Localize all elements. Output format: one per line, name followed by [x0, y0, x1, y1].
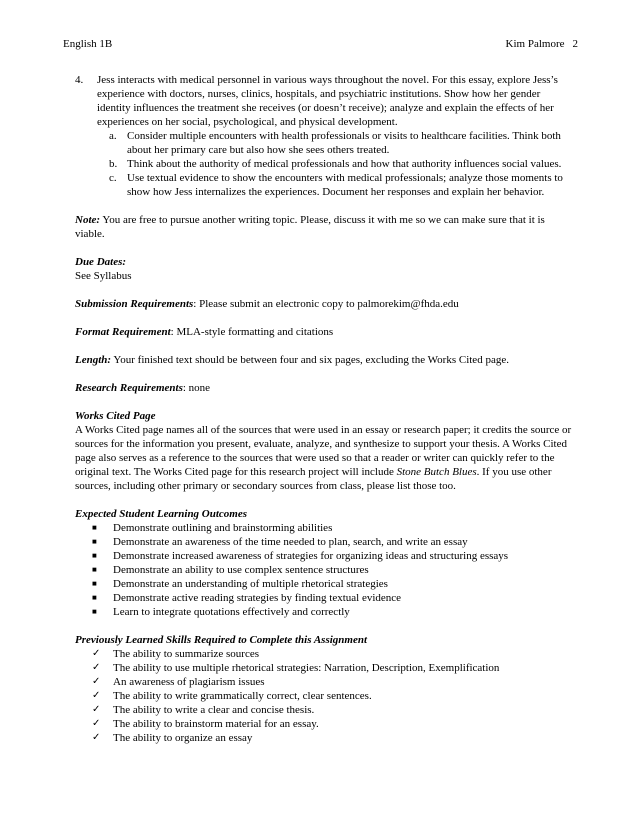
outcomes-heading: Expected Student Learning Outcomes	[75, 508, 248, 520]
document-body	[75, 73, 575, 745]
skills-heading: Previously Learned Skills Required to Complete this Assignment	[75, 634, 368, 646]
format-label: Format Requirement	[75, 326, 171, 338]
subitem-label: b.	[109, 158, 118, 170]
prompt-subitem-c	[75, 171, 575, 199]
works-cited-text-2: . If you use other sources, including other primary or secondary sources from class, please list those too.	[75, 466, 552, 492]
outcome-text: Demonstrate increased awareness of strategies for organizing ideas and structuring essays	[113, 550, 509, 562]
submission-text: : Please submit an electronic copy to palmorekim@fhda.edu	[193, 298, 459, 310]
research-requirements	[75, 381, 575, 395]
skill-item	[75, 717, 575, 731]
checkmark-icon: ✓	[92, 662, 101, 673]
outcome-item	[75, 549, 575, 563]
square-bullet-icon: ■	[92, 579, 97, 588]
submission-label: Submission Requirements	[75, 298, 194, 310]
skill-item	[75, 731, 575, 745]
note-text: You are free to pursue another writing topic. Please, discuss it with me so we can make sure that it is viable.	[75, 214, 545, 240]
checkmark-icon: ✓	[92, 704, 101, 715]
length-requirement	[75, 353, 575, 367]
outcome-item	[75, 577, 575, 591]
subitem-text: Use textual evidence to show the encounters with medical professionals; analyze those moments to show how Jess internalizes the experiences. Document her responses and explain her behavior.	[127, 172, 563, 198]
due-dates-heading: Due Dates:	[75, 256, 127, 268]
subitem-text: Think about the authority of medical professionals and how that authority influences social values.	[127, 158, 562, 170]
format-requirement	[75, 325, 575, 339]
skill-text: The ability to organize an essay	[113, 732, 253, 744]
skill-item	[75, 647, 575, 661]
checkmark-icon: ✓	[92, 648, 101, 659]
page-header	[63, 38, 578, 52]
outcome-item	[75, 605, 575, 619]
skill-text: The ability to write grammatically correct, clear sentences.	[113, 690, 372, 702]
skill-item	[75, 661, 575, 675]
skill-item	[75, 703, 575, 717]
course-title: English 1B	[63, 38, 113, 50]
research-text: : none	[182, 382, 211, 394]
note-label: Note:	[75, 214, 101, 226]
square-bullet-icon: ■	[92, 551, 97, 560]
skill-text: The ability to write a clear and concise thesis.	[113, 704, 315, 716]
square-bullet-icon: ■	[92, 593, 97, 602]
note-paragraph	[75, 213, 575, 241]
outcome-text: Learn to integrate quotations effectively and correctly	[113, 606, 350, 618]
subitem-label: c.	[109, 172, 117, 184]
format-text: : MLA-style formatting and citations	[170, 326, 334, 338]
due-dates-text: See Syllabus	[75, 270, 132, 282]
outcome-text: Demonstrate active reading strategies by finding textual evidence	[113, 592, 402, 604]
length-text: Your finished text should be between four and six pages, excluding the Works Cited page.	[111, 354, 509, 366]
checkmark-icon: ✓	[92, 732, 101, 743]
submission-requirements	[75, 297, 575, 311]
skill-text: The ability to use multiple rhetorical strategies: Narration, Description, Exemplification	[113, 662, 500, 674]
length-label: Length:	[75, 354, 112, 366]
prompt-subitem-a	[75, 129, 575, 157]
outcome-item	[75, 563, 575, 577]
works-cited-heading: Works Cited Page	[75, 410, 156, 422]
outcome-item	[75, 535, 575, 549]
square-bullet-icon: ■	[92, 523, 97, 532]
subitem-text: Consider multiple encounters with health professionals or visits to healthcare facilities. Think both about her primary care but also how she sees others treated.	[127, 130, 561, 156]
square-bullet-icon: ■	[92, 565, 97, 574]
page-number: 2	[572, 38, 578, 50]
outcome-text: Demonstrate outlining and brainstorming abilities	[113, 522, 333, 534]
skill-text: The ability to summarize sources	[113, 648, 260, 660]
skill-text: An awareness of plagiarism issues	[113, 676, 265, 688]
works-cited-text-1: A Works Cited page names all of the sources that were used in an essay or research paper; it credits the source or sources for the information you present, evaluate, analyze, and synthesize to support your thesis. A Works Cited page also serves as a reference to the sources that were used so that a reader or writer can quickly refer to the original text. The Works Cited page for this research project will include	[75, 424, 572, 478]
skill-item	[75, 675, 575, 689]
novel-title: Stone Butch Blues	[396, 466, 477, 478]
checkmark-icon: ✓	[92, 676, 101, 687]
author-name: Kim Palmore	[505, 38, 565, 50]
outcome-text: Demonstrate an ability to use complex sentence structures	[113, 564, 369, 576]
square-bullet-icon: ■	[92, 537, 97, 546]
outcome-item	[75, 521, 575, 535]
square-bullet-icon: ■	[92, 607, 97, 616]
skill-item	[75, 689, 575, 703]
prompt-number: 4.	[75, 74, 84, 86]
checkmark-icon: ✓	[92, 690, 101, 701]
outcome-text: Demonstrate an awareness of the time needed to plan, search, and write an essay	[113, 536, 468, 548]
essay-prompt-4	[75, 73, 575, 129]
subitem-label: a.	[109, 130, 117, 142]
skill-text: The ability to brainstorm material for an essay.	[113, 718, 319, 730]
prompt-subitem-b	[75, 157, 575, 171]
outcome-text: Demonstrate an understanding of multiple rhetorical strategies	[113, 578, 388, 590]
outcome-item	[75, 591, 575, 605]
works-cited-paragraph	[75, 423, 575, 493]
checkmark-icon: ✓	[92, 718, 101, 729]
author-page-number	[506, 38, 578, 50]
research-label: Research Requirements	[75, 382, 183, 394]
prompt-text: Jess interacts with medical personnel in various ways throughout the novel. For this essay, explore Jess’s experience with doctors, nurses, clinics, hospitals, and psychiatric institutions. Show how her gender identity influences the treatment she receives (or doesn’t receive); analyze and explain the effects of her experiences on her social, psychological, and physical development.	[97, 74, 558, 128]
